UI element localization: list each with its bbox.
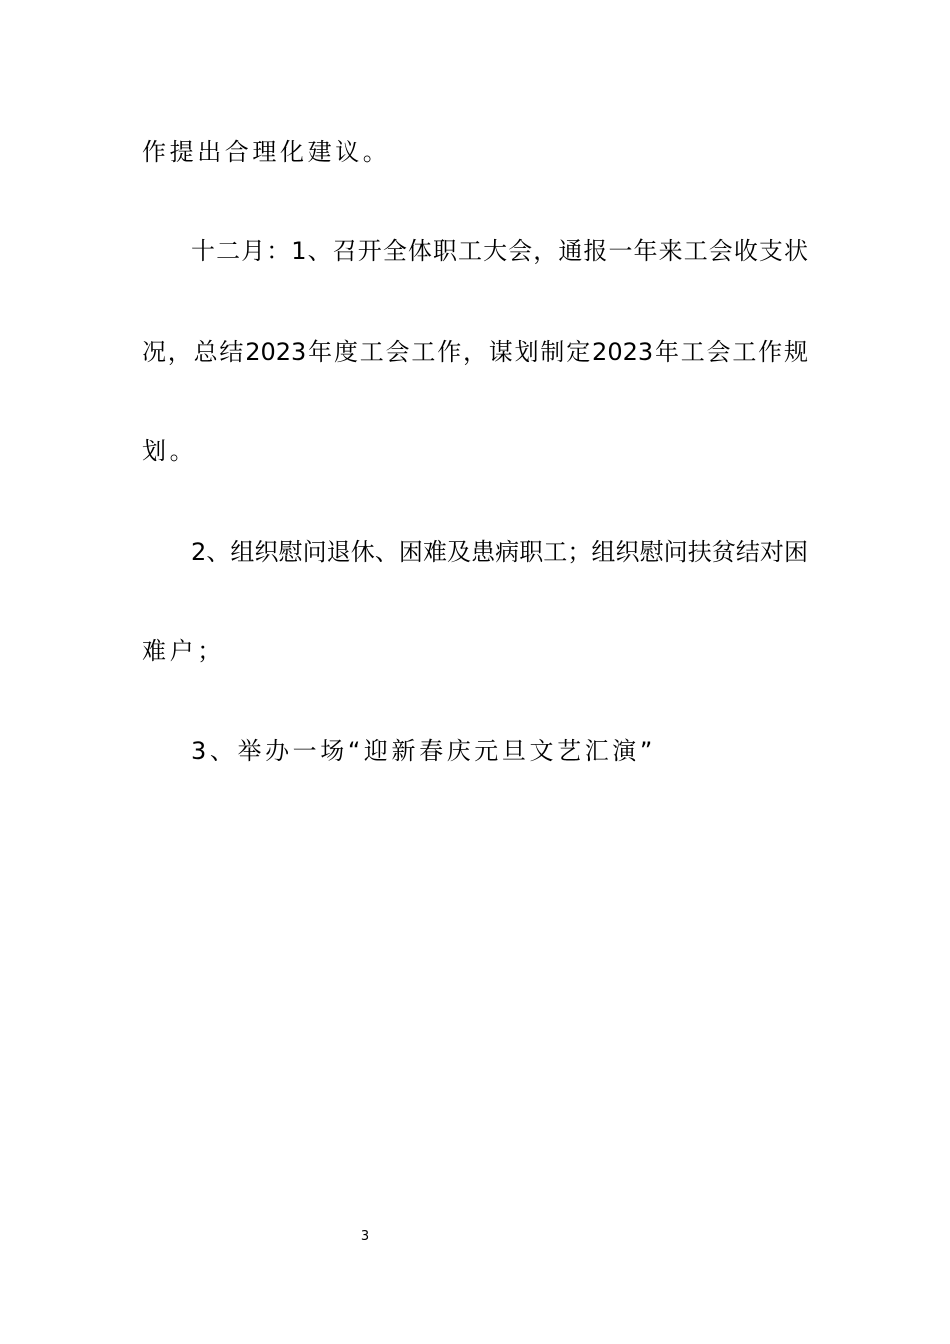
page-number: 3 — [360, 1229, 370, 1244]
paragraph-line: 划。 — [142, 437, 198, 465]
paragraph-line: 难户； — [142, 637, 225, 665]
paragraph-line: 作提出合理化建议。 — [142, 138, 391, 166]
paragraph-line: 3、举办一场“迎新春庆元旦文艺汇演” — [191, 737, 656, 765]
paragraph-line: 2、组织慰问退休、困难及患病职工；组织慰问扶贫结对困 — [191, 538, 808, 566]
paragraph-line: 况，总结2023年度工会工作，谋划制定2023年工会工作规 — [142, 338, 808, 366]
paragraph-line: 十二月：1、召开全体职工大会，通报一年来工会收支状 — [191, 237, 808, 265]
